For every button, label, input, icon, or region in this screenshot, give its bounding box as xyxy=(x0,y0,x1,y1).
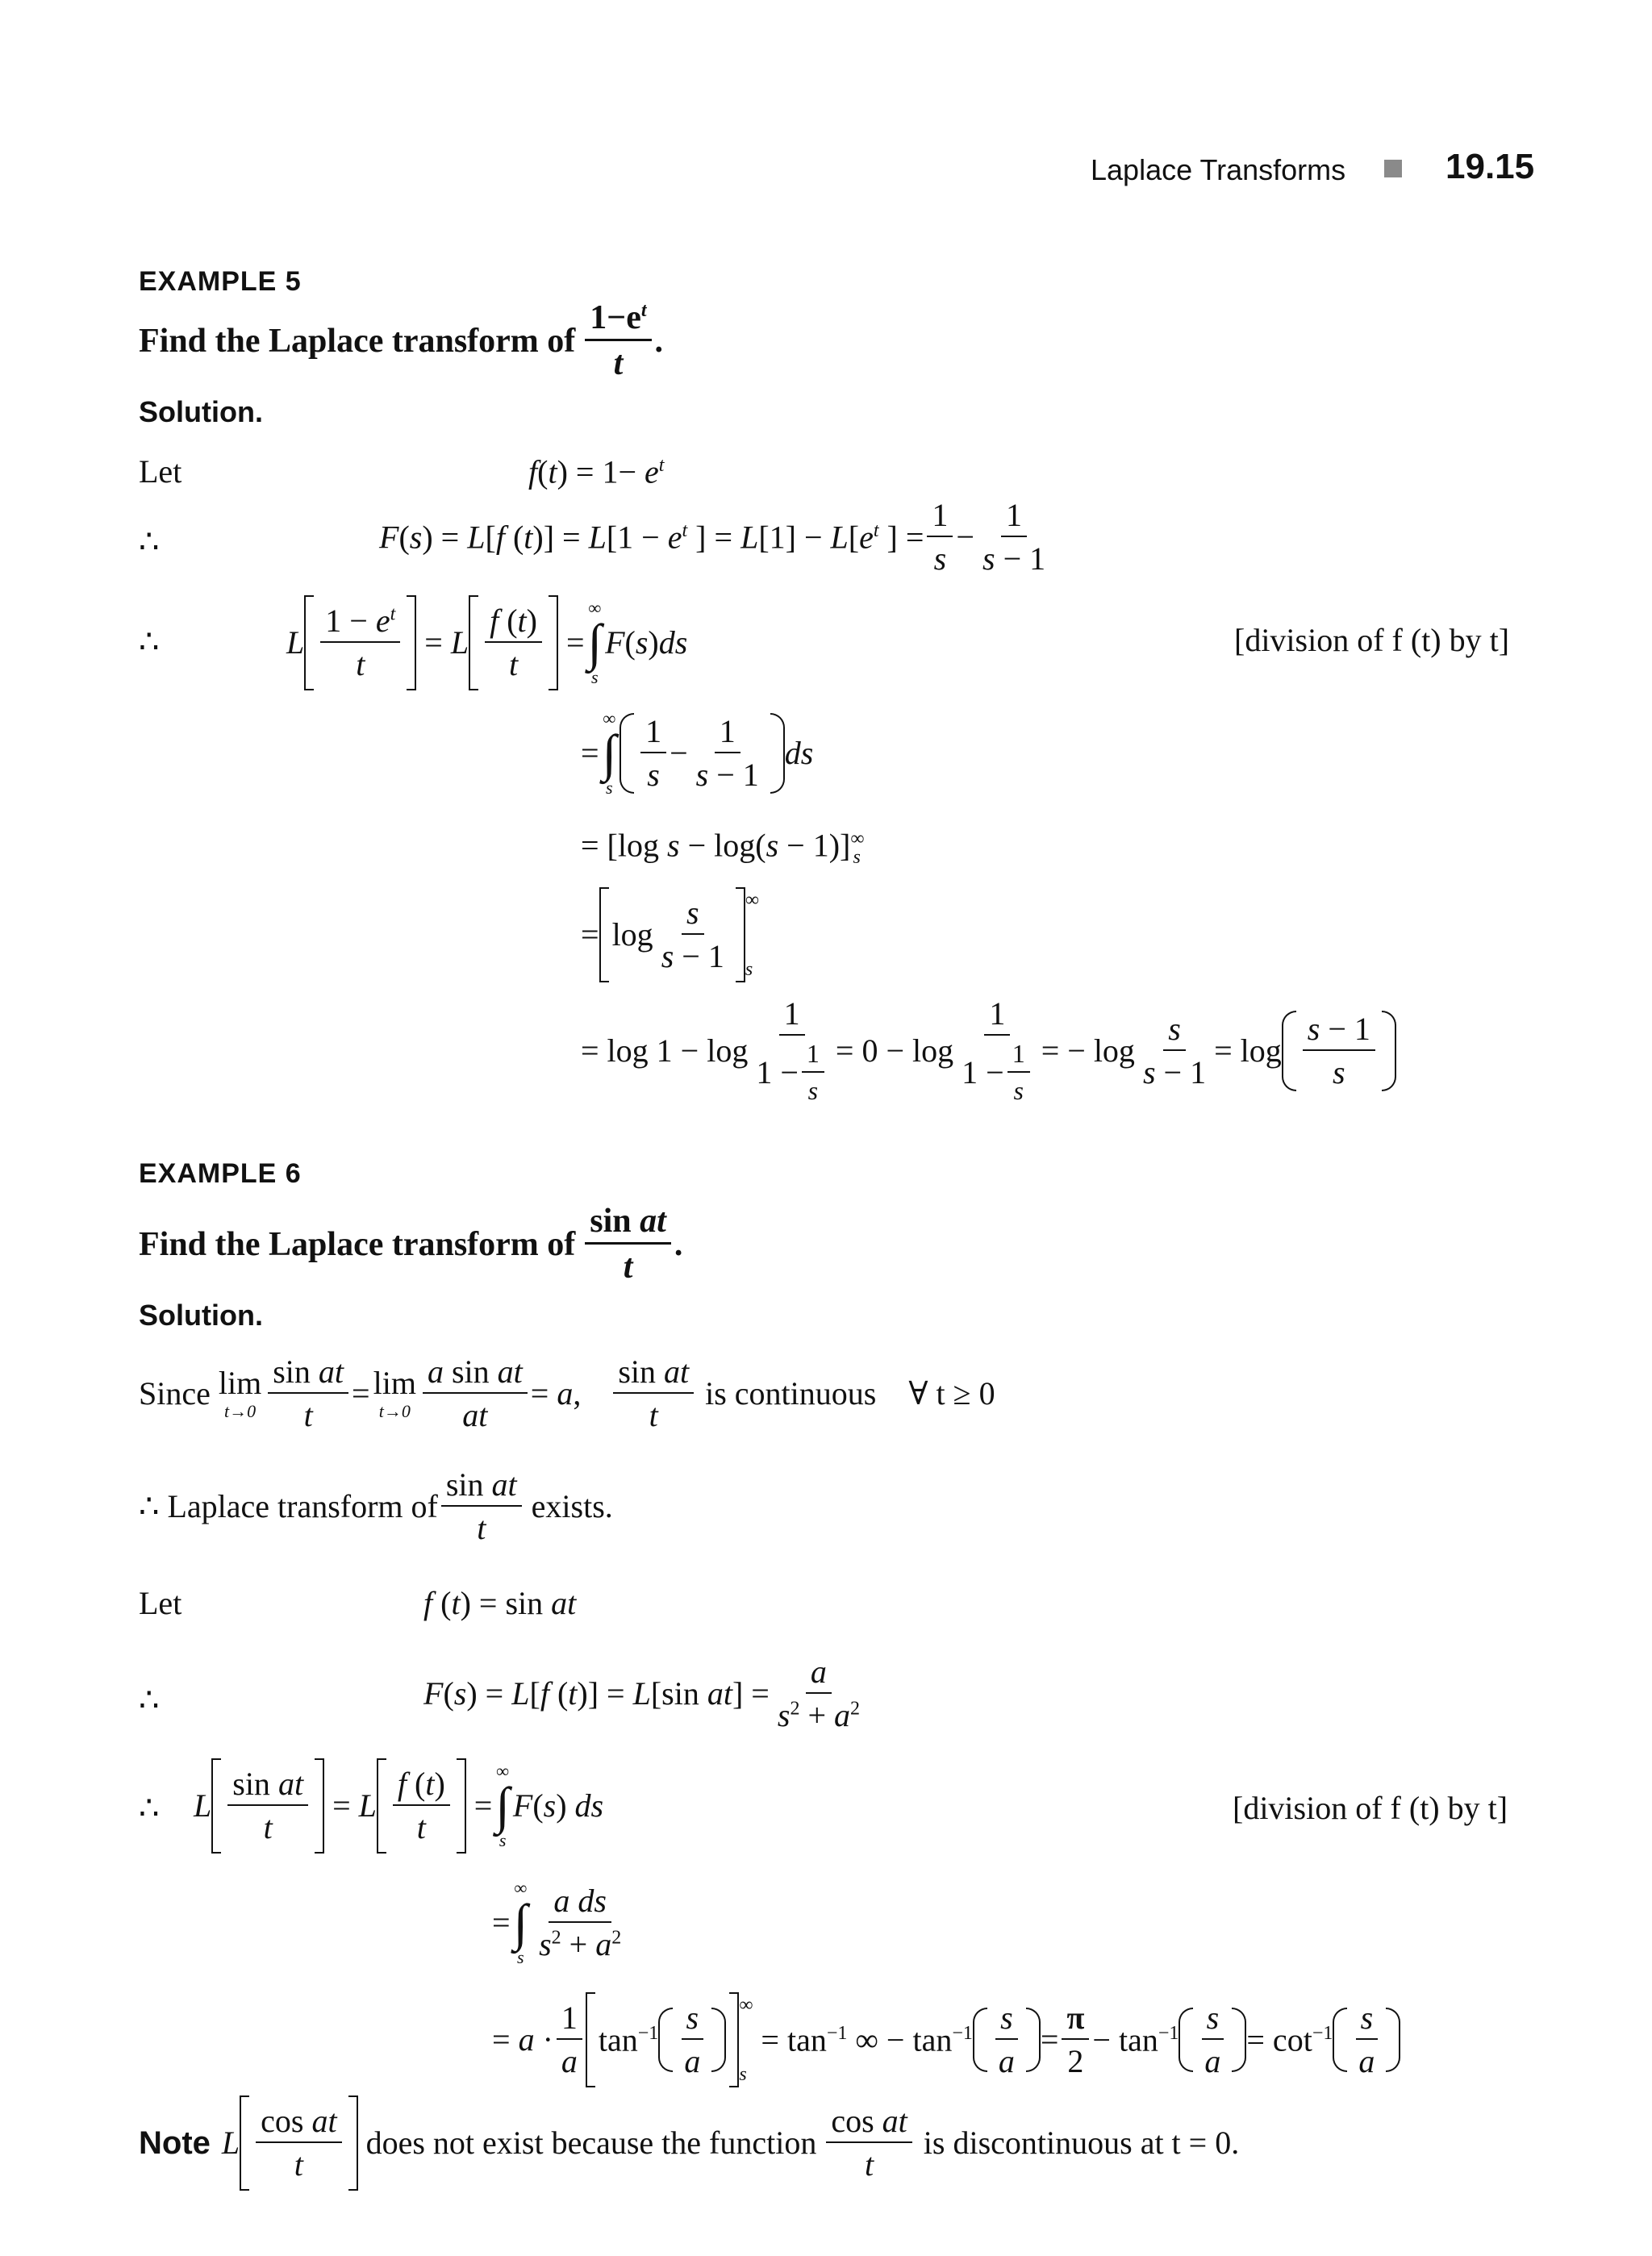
example-6-forall-text: ∀ t ≥ 0 xyxy=(908,1375,995,1412)
example-5-log-fraction-step: = log $\frac{s}{s - 1}$ ∞ s xyxy=(581,887,759,982)
example-5-therefore-2: ∴ xyxy=(139,623,160,660)
note-text-mid: does not exist because the function xyxy=(365,2125,817,2161)
header-square-icon xyxy=(1384,160,1402,177)
example-6-final-result: = a · $\frac{1}{a}$ $\tan^{-1}$ $\frac{s}{a}$ ∞ s = $\tan^{-1}$ ∞ − $\tan^{-1}$ $\frac{s}{a}$ = $\frac{\pi}{2}$ − $\tan^{-1}$ $\frac{s}{a}$ = $\cot^{-1}$ $\frac{s}{a}$ xyxy=(492,1992,1400,2087)
example-5-let-label: Let xyxy=(139,453,182,490)
example-6-problem-text: Find the Laplace transform of xyxy=(139,1225,576,1263)
example-6-limit-line: Since lim t→0 $\frac{\text{sin at}}{t}$ = lim t→0 $\frac{\text{a sin at}}{at}$ = a, $\frac{\text{sin at}}{t}$ is continuous ∀ t ≥ 0 xyxy=(139,1353,995,1433)
example-5-log-step: = [log $s - \log(s - 1)]^\infty_s$ xyxy=(581,827,865,869)
example-6-problem: Find the Laplace transform of $\frac{\text{sin at}}{t}$ . xyxy=(139,1203,683,1286)
example-6-therefore-1: ∴ xyxy=(139,1682,160,1718)
example-6-solution-label: Solution. xyxy=(139,1299,263,1332)
example-6-since-label: Since xyxy=(139,1375,211,1412)
example-5-problem: Find the Laplace transform of $\frac{1-e^t}{t}$ . xyxy=(139,299,664,383)
example-5-therefore-1: ∴ xyxy=(139,523,160,560)
running-header-title: Laplace Transforms xyxy=(1091,153,1346,186)
example-6-ft-definition: f (t) = sin at xyxy=(423,1585,577,1621)
example-6-integral-step: = ∞ ∫ s $\frac{\text{a ds}}{s^2 + a^2}$ xyxy=(492,1878,622,1967)
example-6-heading: EXAMPLE 6 xyxy=(139,1158,302,1189)
page-number: 19.15 xyxy=(1446,147,1535,186)
example-6-division-line: L $\frac{\text{sin at}}{t}$ = L $\frac{f (t)}{t}$ = ∞ ∫ s F(s) ds xyxy=(194,1758,603,1854)
example-6-therefore-2: ∴ xyxy=(139,1790,160,1826)
example-5-ft-definition: $f(t) = 1- e^t$ xyxy=(528,453,665,490)
example-5-Fs-line: F(s) = L[f $(t)] = L[1 - e^t$ ] = $L[1] - L[e^t$ ] = $\frac{1}{s}$ − $\frac{1}{s - 1}$ xyxy=(379,497,1046,577)
example-6-Fs-line: F(s) = L[f (t)] = L[sin at] = $\frac{a}{s^2 + a^2}$ xyxy=(423,1653,860,1733)
example-5-solution-label: Solution. xyxy=(139,395,263,428)
example-5-division-note: [division of f (t) by t] xyxy=(1234,622,1510,658)
example-6-continuous-text: is continuous xyxy=(705,1375,877,1412)
example-6-exists-line: ∴ Laplace transform of $\frac{\text{sin at}}{t}$ exists. xyxy=(139,1466,613,1546)
example-6-division-note: [division of f (t) by t] xyxy=(1233,1790,1508,1826)
note-line: Note L $\frac{\text{cos at}}{t}$ does not exist because the function $\frac{\text{cos at}}{t}$ is discontinuous at t = 0. xyxy=(139,2095,1239,2191)
example-5-integral-step: = ∞ ∫ s $\frac{1}{s}$ − $\frac{1}{s - 1}$ ds xyxy=(581,708,814,798)
note-label: Note xyxy=(139,2125,211,2161)
note-text-end: is discontinuous at t = 0. xyxy=(923,2125,1240,2161)
example-5-division-line: L $\frac{1 - e^t}{t}$ = L $\frac{f (t)}{t}$ = ∞ ∫ s F(s)ds xyxy=(286,595,687,690)
example-5-final-result: = log 1 − log 1 1 − $\frac{1}{s}$ = 0 − log 1 1 − $\frac{1}{s}$ = − log $\frac{s}{s - 1}$ = log $\frac{s - 1}{s}$ xyxy=(581,997,1396,1104)
example-5-problem-text: Find the Laplace transform of xyxy=(139,322,576,360)
example-6-problem-fraction: $\frac{\text{sin at}}{t}$ xyxy=(585,1203,671,1285)
example-5-heading: EXAMPLE 5 xyxy=(139,266,302,297)
example-5-problem-fraction: $\frac{1-e^t}{t}$ xyxy=(585,300,651,382)
example-6-let-label: Let xyxy=(139,1585,182,1621)
